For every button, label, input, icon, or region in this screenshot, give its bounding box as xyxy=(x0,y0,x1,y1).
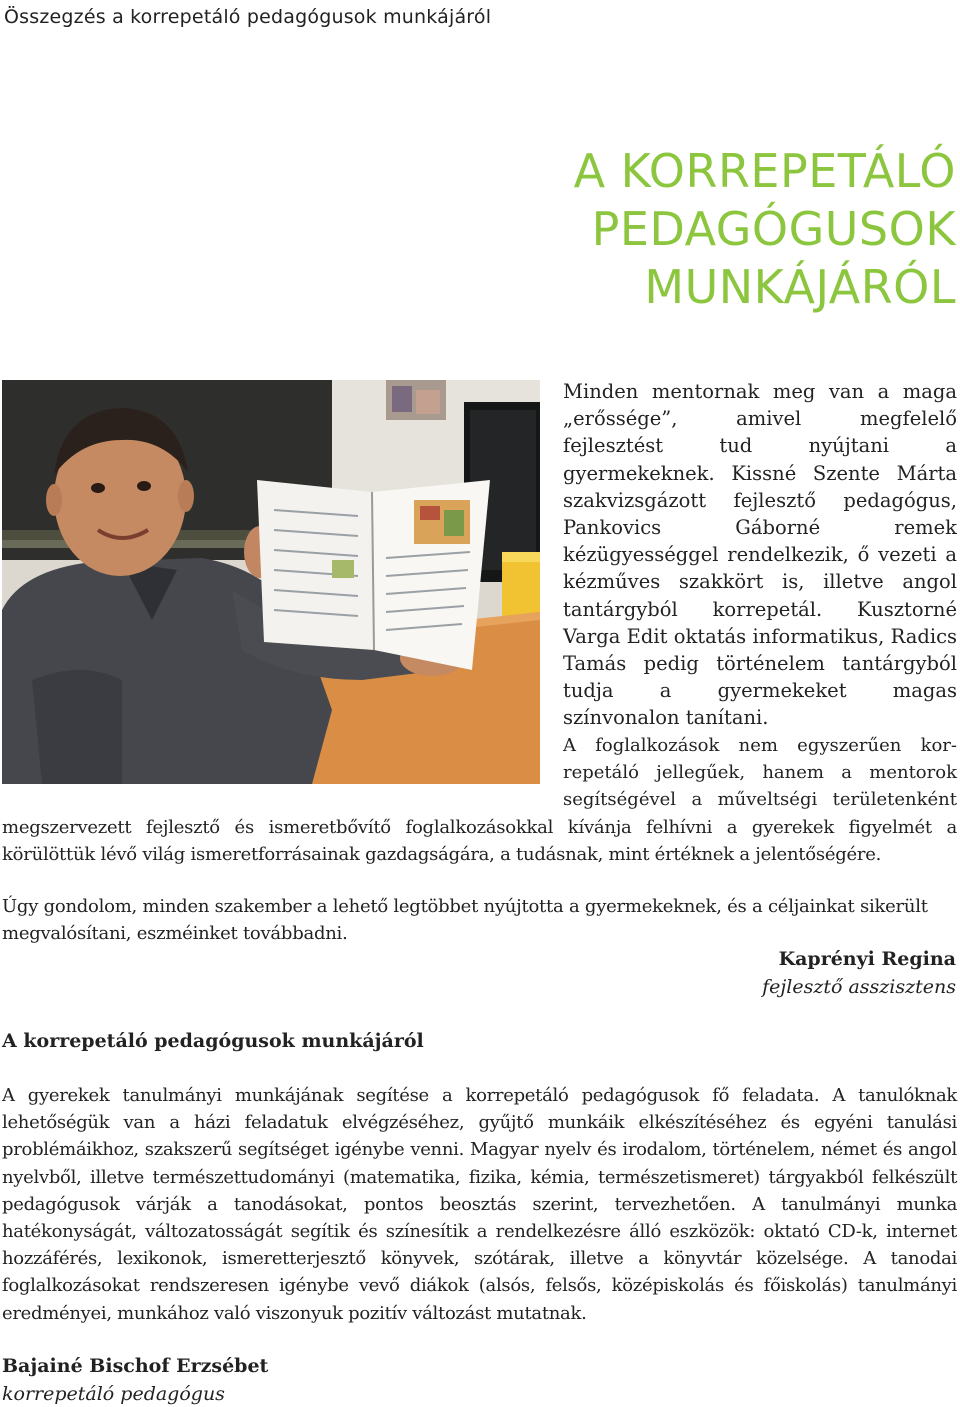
photo-illustration xyxy=(2,380,540,784)
running-head: Összegzés a korrepetáló pedagógusok munkájáról xyxy=(4,6,492,28)
title-line-1: A KORREPETÁLÓ PEDAGÓGUSOK xyxy=(573,144,956,256)
activities-line-5: körülöttük lévő világ ismeretforrásainak gazdagságára, a tudásnak, mint értéknek a jelentőségére. xyxy=(2,843,882,865)
closing-paragraph: Úgy gondolom, minden szakember a lehető legtöbbet nyújtotta a gyermekeknek, és a céljainkat sikerült megvalósítani, eszméinket továbbadni. xyxy=(2,896,928,945)
activities-line-1: A foglalkozások nem egyszerűen kor- xyxy=(563,735,957,756)
title-line-2: MUNKÁJÁRÓL xyxy=(644,260,956,314)
signature-name-2: Bajainé Bischof Erzsébet xyxy=(2,1355,269,1377)
signature-name-1: Kaprényi Regina xyxy=(778,948,956,970)
mentors-paragraph: Minden mentornak meg van a maga „erőssége”, amivel megfelelő fejlesztést tud nyújtani a gyermekeknek. Kissné Szente Márta szakvizsgázott fejlesztő pedagógus, Pankovics Gáborné remek kézügyességgel rendelkezik, ő vezeti a kézműves szakkört is, illetve angol tantárgyból korrepetál. Kusztorné Varga Edit oktatás informatikus, Radics Tamás pedig történelem tantárgyból tudja a gyermekeket magas színvonalon tanítani. xyxy=(563,380,957,730)
activities-line-3: segítségével a műveltségi területenként xyxy=(563,789,957,811)
activities-paragraph xyxy=(2,732,957,868)
signature-role-2: korrepetáló pedagógus xyxy=(2,1383,225,1405)
section-body: A gyerekek tanulmányi munkájának segítése a korrepetáló pedagógusok fő feladata. A tanulóknak lehetőségük van a házi feladatuk elvégzéséhez, gyűjtő munkáik elkészítéséhez és egyéni tanulási problémáikhoz, szakszerű segítséget igénybe venni. Magyar nyelv és irodalom, történelem, német és angol nyelvből, illetve természettudományi (matematika, fizika, kémia, természetismeret) tárgyakból felkészült pedagógusok várják a tanodásokat, pontos beosztás szerint, tervezhetően. A tanulmányi munka hatékonyságát, változatosságát segítik és színesítik a rendelkezésre álló eszközök: oktató CD-k, internet hozzáférés, lexikonok, ismeretterjesztő könyvek, szótárak, illetve a könyvtár közelsége. A tanodai foglalkozásokat rendszeresen igénybe vevő diákok (alsós, felsős, középiskolás és főiskolás) tanulmányi eredményei, munkához való viszonyuk pozitív változást mutatnak. xyxy=(2,1085,957,1324)
page-title xyxy=(196,142,956,316)
activities-line-4: megszervezett fejlesztő és ismeretbővítő foglalkozásokkal kívánja felhívni a gyerekek figyelmét a xyxy=(2,816,957,838)
section-heading: A korrepetáló pedagógusok munkájáról xyxy=(2,1030,424,1052)
student-photo xyxy=(2,380,540,784)
activities-line-2: repetáló jellegűek, hanem a mentorok xyxy=(563,762,957,784)
signature-role-1: fejlesztő asszisztens xyxy=(762,976,956,998)
